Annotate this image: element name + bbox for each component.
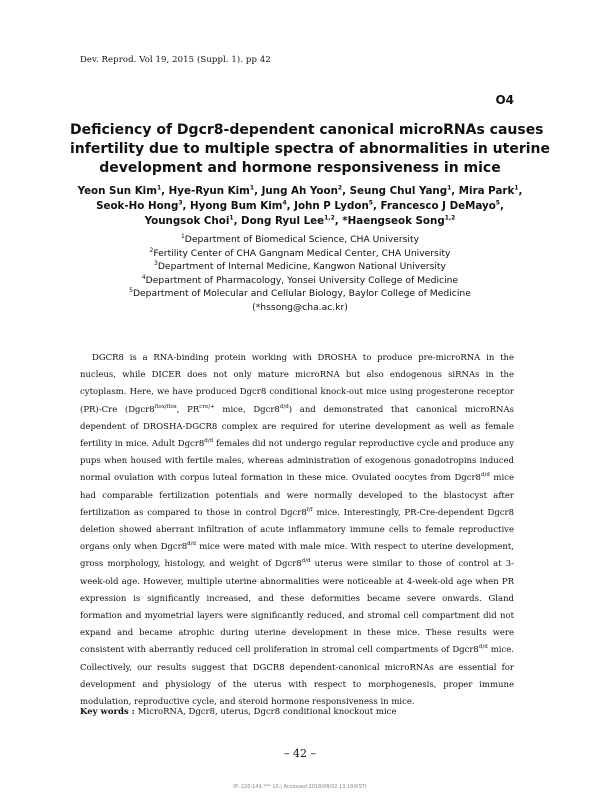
abstract-text: mice, Dgcr8 [214, 404, 280, 415]
author-affil-mark: 1 [156, 184, 162, 192]
affiliation-5 [70, 287, 530, 301]
affiliation-mark: 4 [141, 273, 146, 281]
abstract-paragraph [80, 350, 514, 711]
affiliation-text: Fertility Center of CHA Gangnam Medical Center, CHA University [153, 247, 451, 259]
author-name: , Mira Park [451, 185, 515, 197]
affiliation-text: Department of Pharmacology, Yonsei University College of Medicine [145, 274, 459, 286]
affiliation-4 [70, 274, 530, 288]
abstract-text: mice were mated with male mice. With respect to uterine development, gross morphology, histology, and weight of Dgcr8 [80, 542, 514, 570]
author-affil-mark: 5 [368, 199, 373, 207]
abstract-text: mice. Interestingly, PR-Cre-dependent Dgcr8 deletion showed aberrant infiltration of acute inflammatory immune cells to female reproductive organs only when Dgcr8 [80, 507, 514, 553]
genotype-superscript: d/d [279, 403, 289, 410]
author-name: , Francesco J DeMayo [372, 200, 496, 212]
corresponding-author-name: , *Haengseok Song [334, 215, 445, 227]
genotype-superscript: d/d [187, 541, 197, 548]
genotype-superscript: d/d [478, 644, 488, 651]
affiliation-text: Department of Biomedical Science, CHA University [184, 234, 420, 245]
abstract-text: DGCR8 is a RNA-binding protein working with DROSHA to produce pre-microRNA in the nucleus, while DICER does not only mature microRNA but also endogenous siRNAs in the cytoplasm. Here, we have produced Dgcr8 conditional knock-out mice using progesterone receptor (PR)-Cre (Dgcr8 [80, 353, 514, 415]
abstract-text: females did not undergo regular reproductive cycle and produce any pups when housed with fertile males, whereas administration of exogenous gonadotropins induced normal ovulation with corpus luteal formation in these mice. Ovulated oocytes from Dgcr8 [80, 439, 515, 484]
affiliation-1 [70, 233, 530, 247]
author-separator: , [518, 185, 523, 197]
author-name: , Jung Ah Yoon [254, 185, 338, 197]
author-affil-mark: 2 [337, 184, 343, 192]
affiliation-text: Department of Molecular and Cellular Biology, Baylor College of Medicine [132, 288, 471, 300]
author-list [70, 184, 530, 229]
keywords-text: MicroRNA, Dgcr8, uterus, Dgcr8 conditional knockout mice [137, 707, 397, 717]
author-affil-mark: 1 [447, 184, 452, 192]
paper-title [70, 121, 551, 178]
keywords-label: Key words : [80, 707, 138, 717]
author-name: Yeon Sun Kim [77, 185, 157, 197]
abstract-text: uterus were similar to those of control at 3-week-old age. However, multiple uterine abnormalities were noticeable at 4-week-old age when PR expression is significantly increased, and these deformities became severe onwards. Gland formation and myometrial layers were significantly reduced, and stromal cell compartment did not expand and became atrophic during uterine development in these mice. These results were consistent with aberrantly reduced cell proliferation in stromal cell compartments of Dgcr8 [80, 559, 514, 656]
author-affil-mark: 5 [495, 199, 500, 207]
genotype-superscript: d/d [301, 558, 311, 565]
page-number: – 42 – [284, 747, 316, 760]
title-line-1: Deficiency of Dgcr8-dependent canonical microRNAs causes [70, 122, 544, 138]
download-footer: IP: 220.149.*** 10.| Accessed 2018/08/02 13:18(KST) [233, 784, 367, 790]
genotype-superscript: d/d [480, 472, 490, 479]
affiliation-mark: 5 [129, 287, 133, 295]
genotype-superscript: flox/flox [154, 403, 177, 410]
affiliation-text: Department of Internal Medicine, Kangwon National University [157, 261, 446, 273]
affiliation-mark: 3 [154, 260, 158, 268]
author-affil-mark: 1 [229, 214, 234, 222]
author-affil-mark: 1,2 [324, 214, 335, 222]
author-name: Seok-Ho Hong [96, 200, 179, 212]
genotype-superscript: cre/+ [199, 403, 215, 410]
affiliation-mark: 2 [149, 246, 154, 254]
author-line-2 [70, 199, 530, 214]
author-name: , Dong Ryul Lee [233, 215, 325, 227]
abstract-text: , PR [176, 404, 200, 415]
author-line-1 [70, 184, 530, 199]
journal-citation: Dev. Reprod. Vol 19, 2015 (Suppl. 1). pp 42 [80, 55, 271, 65]
affiliation-2 [70, 247, 530, 261]
contact-email: (*hssong@cha.ac.kr) [252, 301, 348, 313]
abstract-code: O4 [495, 93, 514, 107]
title-line-3: development and hormone responsiveness in mice [99, 160, 501, 176]
keywords [80, 706, 520, 718]
abstract-text: mice had comparable fertilization potentials and were normally developed to the blastocyst after fertilization as compared to those in control Dgcr8 [80, 473, 514, 518]
author-name: Youngsok Choi [144, 215, 230, 227]
affiliation-3 [70, 260, 530, 274]
title-line-2: infertility due to multiple spectra of abnormalities in uterine [70, 141, 551, 157]
author-separator: , [499, 200, 504, 212]
author-affil-mark: 3 [178, 199, 183, 207]
author-name: , Hye-Ryun Kim [161, 185, 250, 197]
author-name: , Seung Chul Yang [342, 185, 448, 197]
author-affil-mark: 1,2 [444, 214, 456, 222]
abstract-text: ) and demonstrated that canonical microRNAs dependent of DROSHA-DGCR8 complex are required for uterine development as well as female fertility in mice. Adult Dgcr8 [80, 404, 514, 450]
abstract-text: mice. Collectively, our results suggest that DGCR8 dependent-canonical microRNAs are essential for development and physiology of the uterus with respect to morphogenesis, proper immune modulation, reproductive cycle, and steroid hormone responsiveness in mice. [80, 645, 514, 708]
author-affil-mark: 1 [249, 184, 255, 192]
genotype-superscript: d/d [204, 438, 214, 445]
affiliation-list [70, 233, 530, 315]
author-name: , Hyong Bum Kim [182, 200, 283, 212]
author-affil-mark: 1 [514, 184, 519, 192]
author-affil-mark: 4 [282, 199, 287, 207]
abstract-body [80, 350, 514, 711]
genotype-superscript: f/f [306, 507, 313, 513]
author-line-3 [70, 214, 530, 229]
affiliation-mark: 1 [180, 232, 185, 240]
author-name: , John P Lydon [286, 200, 369, 212]
